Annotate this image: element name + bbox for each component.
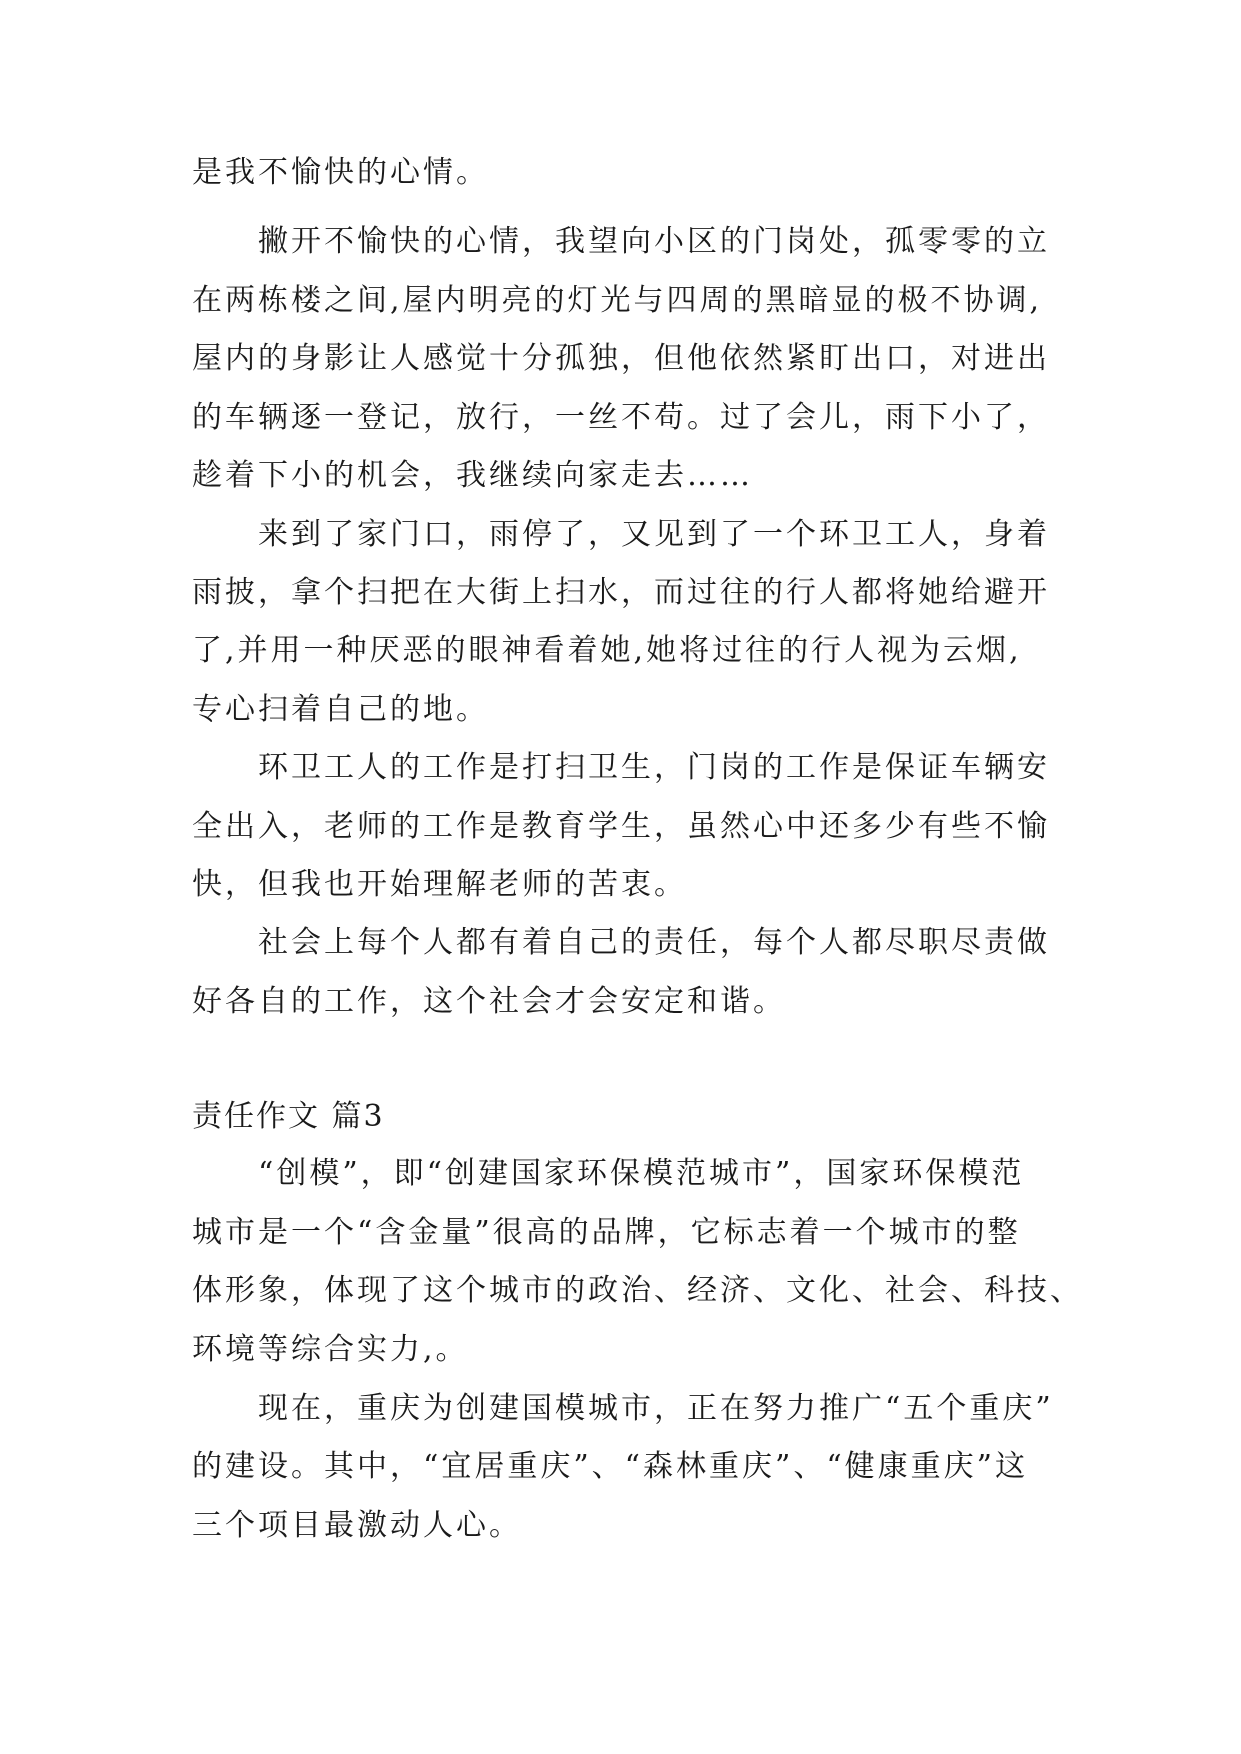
paragraph-line: 专心扫着自己的地。 [192,692,489,727]
paragraph-line: 城市是一个“含金量”很高的品牌，它标志着一个城市的整 [192,1215,1021,1250]
paragraph-line: 体形象，体现了这个城市的政治、经济、文化、社会、科技、 [192,1273,1083,1308]
paragraph-line: 环卫工人的工作是打扫卫生，门岗的工作是保证车辆安 [258,750,1050,785]
paragraph-line: 是我不愉快的心情。 [192,155,489,190]
paragraph-line: 屋内的身影让人感觉十分孤独，但他依然紧盯出口，对进出 [192,341,1050,376]
paragraph-line: 在两栋楼之间,屋内明亮的灯光与四周的黑暗显的极不协调, [192,283,1043,318]
paragraph-line: 的建设。其中，“宜居重庆”、“森林重庆”、“健康重庆”这 [192,1449,1029,1484]
paragraph-line: 社会上每个人都有着自己的责任，每个人都尽职尽责做 [258,925,1050,960]
paragraph-line: 了,并用一种厌恶的眼神看着她,她将过往的行人视为云烟, [192,633,1022,668]
paragraph-line: 来到了家门口，雨停了，又见到了一个环卫工人，身着 [258,517,1050,552]
paragraph-line: 雨披，拿个扫把在大街上扫水，而过往的行人都将她给避开 [192,575,1050,610]
paragraph-line: 现在，重庆为创建国模城市，正在努力推广“五个重庆” [258,1391,1054,1426]
paragraph-line: 的车辆逐一登记，放行，一丝不苟。过了会儿，雨下小了， [192,400,1050,435]
paragraph-line: 撇开不愉快的心情，我望向小区的门岗处，孤零零的立 [258,224,1050,259]
paragraph-line: 全出入，老师的工作是教育学生，虽然心中还多少有些不愉 [192,809,1050,844]
paragraph-line: 三个项目最激动人心。 [192,1508,522,1543]
paragraph-line: 快，但我也开始理解老师的苦衷。 [192,867,687,902]
paragraph-line: “创模”，即“创建国家环保模范城市”，国家环保模范 [258,1156,1025,1191]
paragraph-line: 好各自的工作，这个社会才会安定和谐。 [192,984,786,1019]
section-heading: 责任作文 篇3 [192,1099,385,1134]
paragraph-line: 环境等综合实力,。 [192,1332,469,1367]
paragraph-line: 趁着下小的机会，我继续向家走去…… [192,458,753,493]
